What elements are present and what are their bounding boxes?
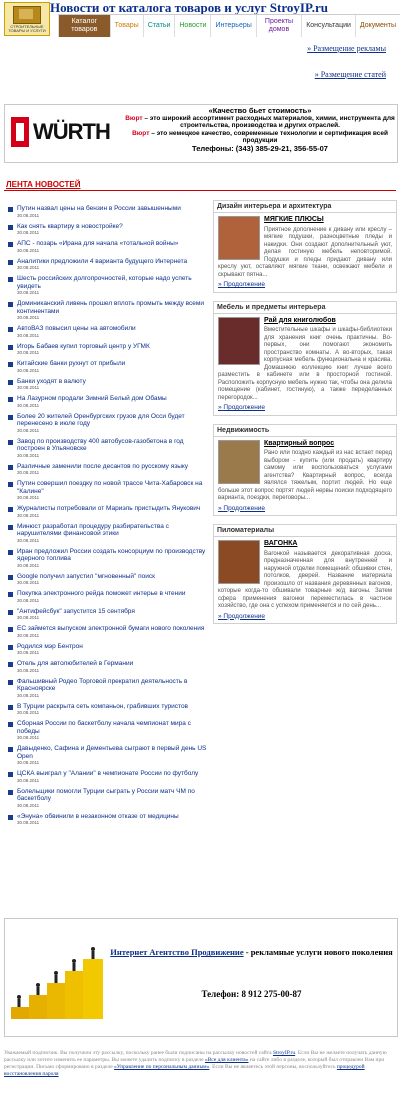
news-item-title[interactable]: Иран предложил России создать консорциум по производству ядерного топлива [17,547,206,562]
news-item-title[interactable]: Аналитики предложили 4 варианта будущего Интернета [17,257,188,265]
wurth-logo: WÜRTH [11,117,115,147]
bullet-icon [8,302,13,307]
bullet-icon [8,345,13,350]
news-item-title[interactable]: Игорь Бабаев купил торговый центр у УГМК [17,342,150,350]
news-item-date: 30.08.2011 [17,230,40,235]
article-title[interactable]: ВАГОНКА [264,540,298,547]
news-item-date: 30.08.2011 [17,512,40,518]
news-item-date: 30.08.2011 [17,777,40,783]
article-thumbnail[interactable] [218,216,260,260]
news-item-title[interactable]: Завод по производству 400 автобусов-газобетона в год построен в Ульяновске [17,437,184,452]
news-item-title[interactable]: "Антифейсбук" запустится 15 сентября [17,607,135,615]
site-title[interactable]: Новости от каталога товаров и услуг StroyIP.ru [50,0,328,15]
ad-placement-link[interactable]: » Размещение рекламы [307,44,386,53]
divider [4,190,396,191]
news-item-title[interactable]: АвтоВАЗ повысил цены на автомобили [17,325,136,332]
news-item-title[interactable]: На Лазурном продали Зимний Белый дом Обамы [17,395,167,402]
news-item-date: 30.08.2011 [17,212,40,218]
wurth-banner-text: «Качество бьет стоимость» Вюрт – это широкий ассортимент расходных материалов, химии, инструмента для строительства, производства и других отраслей. Вюрт – это немецкое качество, современные технологии и сертификация всей продукции Телефоны: (343) 385-29-21, 356-55-07 [125,106,395,153]
news-feed-heading: ЛЕНТА НОВОСТЕЙ [6,180,81,189]
news-item-title[interactable]: Банки уходят в валюту [17,377,86,385]
news-item-date: 30.08.2011 [17,615,40,620]
article-placement-link[interactable]: » Размещение статей [314,70,386,79]
read-more-link[interactable]: » Продолжение [218,404,266,411]
news-item-title[interactable]: Родился мэр Бентрон [17,642,83,650]
bullet-icon [8,680,13,685]
articles-column [213,200,397,632]
news-item-title[interactable]: Различные заменили после десантов по русскому языку [17,462,189,470]
news-item-date: 30.08.2011 [17,735,40,740]
article-title[interactable]: МЯГКИЕ ПЛЮСЫ [264,216,324,223]
read-more-link[interactable]: » Продолжение [218,504,266,512]
news-item-title[interactable]: Болельщики помогли Турции сыграть у России матч ЧМ по баскетболу [17,787,195,802]
article-section [213,424,397,517]
agency-link[interactable]: Интернет Агентство Продвижение [110,947,244,957]
footer-password-recovery-link[interactable]: процедурой восстановления пароля [4,1064,365,1077]
article-excerpt: Вагонкой называется декоративная доска, предназначенная для внутренней и наружной отделки помещений: обшивки стен, потолков, дверей. Название материала произошло от названия деревянных вагонов, которые когда-то обшивали товарные ж/д вагоны. Затем сфера применения вагонки переместилась в частное хозяйство, где она с успехом применяется и по сей день... [218,550,392,609]
bullet-icon [8,747,13,752]
news-item[interactable] [6,625,211,639]
nav-products[interactable]: Товары [110,15,143,37]
news-item-title[interactable]: Отель для автолюбителей в Германии [17,660,134,667]
article-thumbnail[interactable] [218,317,260,365]
bullet-icon [8,440,13,445]
news-item-date: 30.08.2011 [17,247,40,253]
nav-consultations[interactable]: Консультации [301,15,355,37]
news-item-title[interactable]: Минюст разработал процедуру разбирательства с нарушителями финансовой этики [17,522,169,537]
news-item-title[interactable]: Китайские банки рухнут от прибыли [17,360,126,367]
news-list [6,205,211,830]
site-logo[interactable] [4,2,50,36]
footer-notice: Уважаемый подписчик. Вы получили эту рассылку, поскольку ранее были подписаны на рассылку новостей сайта StroyIP.ru. Если Вы не желаете получать данную рассылку или хотите изменить ее параметры. Вы можете удалить подписку в разделе «Все для клиента» на сайте либо в разделе, который был отправлен Вам при регистрации. Письмо сформировано в разделе «Управление по персональным данным». Если Вы не являетесь этой персоны, воспользуйтесь процедурой восстановления пароля [4,1050,387,1077]
read-more-link[interactable]: » Продолжение [218,281,266,288]
news-item[interactable] [6,480,211,501]
read-more-link[interactable]: » Продолжение [218,612,266,620]
section-heading[interactable]: Пиломатериалы [214,525,396,537]
bullet-icon [8,772,13,777]
news-item-date: 30.08.2011 [17,710,40,715]
bullet-icon [8,397,13,402]
news-item-date: 30.08.2011 [17,562,40,568]
news-item[interactable] [6,548,211,569]
news-item-title[interactable]: ЕС займется выпуском электронной бумаги нового поколения [17,625,205,632]
nav-articles[interactable]: Статьи [143,15,175,37]
article-section [213,200,397,293]
bullet-icon [8,592,13,597]
news-item-title[interactable]: Покупка электронного рейда поможет интерье в чтении [17,590,186,597]
news-item-date: 30.08.2011 [17,350,40,355]
news-item[interactable] [6,643,211,657]
section-heading[interactable]: Мебель и предметы интерьера [214,302,396,314]
news-item[interactable] [6,240,211,254]
main-nav [58,14,400,37]
news-item-date: 30.08.2011 [17,332,40,338]
news-item-title[interactable]: Доминиканский ливень прошел вплоть промыть между всеми континентами [17,300,205,315]
news-item-title[interactable]: Шесть российских долгопрочностей, которые надо успеть увидеть [17,275,192,290]
news-item[interactable] [6,275,211,296]
bullet-icon [8,722,13,727]
nav-interiors[interactable]: Интерьеры [210,15,255,37]
staircase-illustration [11,933,103,1019]
news-item-date: 30.08.2011 [17,290,40,295]
news-item[interactable] [6,413,211,434]
bullet-icon [8,705,13,710]
bullet-icon [8,575,13,580]
agency-phone: Телефон: 8 912 275-00-87 [201,989,302,999]
bullet-icon [8,482,13,487]
bullet-icon [8,525,13,530]
news-item-date: 30.08.2011 [17,265,40,270]
news-item[interactable] [6,360,211,374]
article-excerpt: Приятное дополнение к дивану или креслу – мягкие подушки, разноцветные пледы и накидки. Они создают дополнительный уют, делая гостиную мебель неповторимой. Подушки и пледы придают дивану или креслу уют, оставляют мягкие ткани, освежают мебели и скрывают пятна... [218,226,392,278]
news-item-title[interactable]: «Энуна» обвинили в незаконном отказе от медицины [17,812,179,820]
news-item[interactable] [6,770,211,784]
news-item-date: 30.08.2011 [17,820,40,825]
news-item-title[interactable]: Как снять квартиру в новостройке? [17,222,123,230]
bullet-icon [8,627,13,632]
bullet-icon [8,380,13,385]
news-item[interactable] [6,438,211,459]
news-item[interactable] [6,378,211,392]
news-item-date: 30.08.2011 [17,495,40,500]
bullet-icon [8,277,13,282]
news-item-date: 30.08.2011 [17,580,40,585]
news-item[interactable] [6,523,211,544]
news-item-title[interactable]: Путин назвал цены на бензин в России завышенными [17,205,181,212]
news-item[interactable] [6,343,211,357]
article-title[interactable]: Рай для книголюбов [264,316,336,324]
section-heading[interactable]: Недвижимость [214,425,396,437]
bullet-icon [8,662,13,667]
bullet-icon [8,507,13,512]
nav-house-projects[interactable]: Проекты домов [256,15,301,37]
news-item[interactable] [6,325,211,339]
nav-news[interactable]: Новости [174,15,210,37]
news-item-date: 30.08.2011 [17,632,40,638]
news-item[interactable] [6,745,211,766]
news-item-date: 30.08.2011 [17,427,40,433]
news-item-title[interactable]: ЦСКА выиграл у "Алании" в чемпионате России по футболу [17,770,199,777]
bullet-icon [8,645,13,650]
news-item[interactable] [6,223,211,237]
news-item-title[interactable]: Фальшивный Родео Торговой прекратил деятельность в Красноярске [17,677,188,692]
news-item-date: 30.08.2011 [17,760,40,765]
promotion-agency-banner[interactable] [4,918,398,1037]
news-item-title[interactable]: АПС - позарь «Ирана для начала «тотальной войны» [17,240,179,247]
news-item[interactable] [6,608,211,622]
footer-client-link[interactable]: «Все для клиента» [204,1057,249,1063]
news-item-date: 30.08.2011 [17,537,40,543]
news-item-title[interactable]: Сборная России по баскетболу начала чемпионат мира с победы [17,720,191,735]
news-item-date: 30.08.2011 [17,385,40,390]
news-item[interactable] [6,788,211,809]
news-item-date: 30.08.2011 [17,802,40,808]
article-section [213,524,397,624]
news-item[interactable] [6,205,211,219]
news-item-date: 30.08.2011 [17,452,40,458]
nav-catalog[interactable]: Каталог товаров [58,15,110,37]
bullet-icon [8,610,13,615]
news-item[interactable] [6,703,211,717]
news-item[interactable] [6,258,211,272]
news-item-date: 30.08.2011 [17,367,40,373]
footer-site-link[interactable]: StroyIP.ru [272,1050,296,1056]
article-title[interactable]: Квартирный вопрос [264,439,335,447]
news-item-date: 30.08.2011 [17,597,40,603]
article-excerpt: Рано или поздно каждый из нас встает перед выбором - купить (или продать) квартиру самому или воспользоваться услугами агентства? Квартирный вопрос, всегда являлся тяжелым, портит людей. Но еще больше этот вопрос портят людей нервы поиски подходящего варианта, поездки, переговоры... [218,450,392,501]
news-item[interactable] [6,505,211,519]
news-item-title[interactable]: Более 20 жителей Оренбургских грузов для Осси будет перенесено в июле году [17,412,185,427]
news-item-date: 30.08.2011 [17,692,40,698]
news-item[interactable] [6,300,211,321]
article-section [213,301,397,416]
news-item-date: 30.08.2011 [17,402,40,408]
nav-documents[interactable]: Документы [355,15,400,37]
footer-personal-data-link[interactable]: «Управление по персональным данным» [114,1064,210,1070]
news-item-title[interactable]: В Турции раскрыта сеть компаньон, грабивших туристов [17,702,189,710]
news-item-date: 30.08.2011 [17,315,40,320]
news-item-date: 30.08.2011 [17,650,40,655]
news-item[interactable] [6,813,211,827]
bullet-icon [8,225,13,230]
bullet-icon [8,790,13,795]
bullet-icon [8,415,13,420]
bullet-icon [8,465,13,470]
news-item-title[interactable]: Журналисты потребовали от Мариэль пристыдить Янукович [17,505,201,512]
section-heading[interactable]: Дизайн интерьера и архитектура [214,201,396,213]
news-item[interactable] [6,590,211,604]
header [0,0,400,38]
news-item[interactable] [6,395,211,409]
bullet-icon [8,815,13,820]
news-item[interactable] [6,720,211,741]
bullet-icon [8,242,13,247]
bullet-icon [8,260,13,265]
news-item[interactable] [6,660,211,674]
article-thumbnail[interactable] [218,540,260,584]
news-item-title[interactable]: Google получил запустил "мгновенный" поиск [17,572,155,580]
news-item-date: 30.08.2011 [17,470,40,475]
logo-caption: СТРОИТЕЛЬНЫЕ ТОВАРЫ И УСЛУГИ [8,24,46,33]
article-excerpt: Вместительные шкафы и шкафы-библиотеки для хранения книг очень практичны. Во-первых, они помогают экономить пространство комнаты. А во-вторых, такая корпусная мебель функциональна и красива. Домашнюю коллекцию книг лучше всего разместить в кабинете или в просторной гостиной. Расположить корпусную мебель нужно так, чтобы она делила помещение (кабинет, гостиную), а также переделанных перегородок... [218,327,392,401]
bullet-icon [8,207,13,212]
wurth-banner[interactable] [4,104,398,163]
news-item[interactable] [6,678,211,699]
bullet-icon [8,327,13,332]
article-thumbnail[interactable] [218,440,260,484]
news-item-title[interactable]: Давыденко, Сафина и Дементьева сыграют в первый день US Open [17,745,207,760]
agency-text: Интернет Агентство Продвижение - рекламные услуги нового поколения [110,947,393,957]
news-item[interactable] [6,463,211,477]
news-item[interactable] [6,573,211,587]
news-item-date: 30.08.2011 [17,667,40,673]
bullet-icon [8,362,13,367]
news-item-title[interactable]: Путин совершил поездку по новой трассе Чита-Хабаровск на "Калине" [17,480,203,495]
bullet-icon [8,550,13,555]
